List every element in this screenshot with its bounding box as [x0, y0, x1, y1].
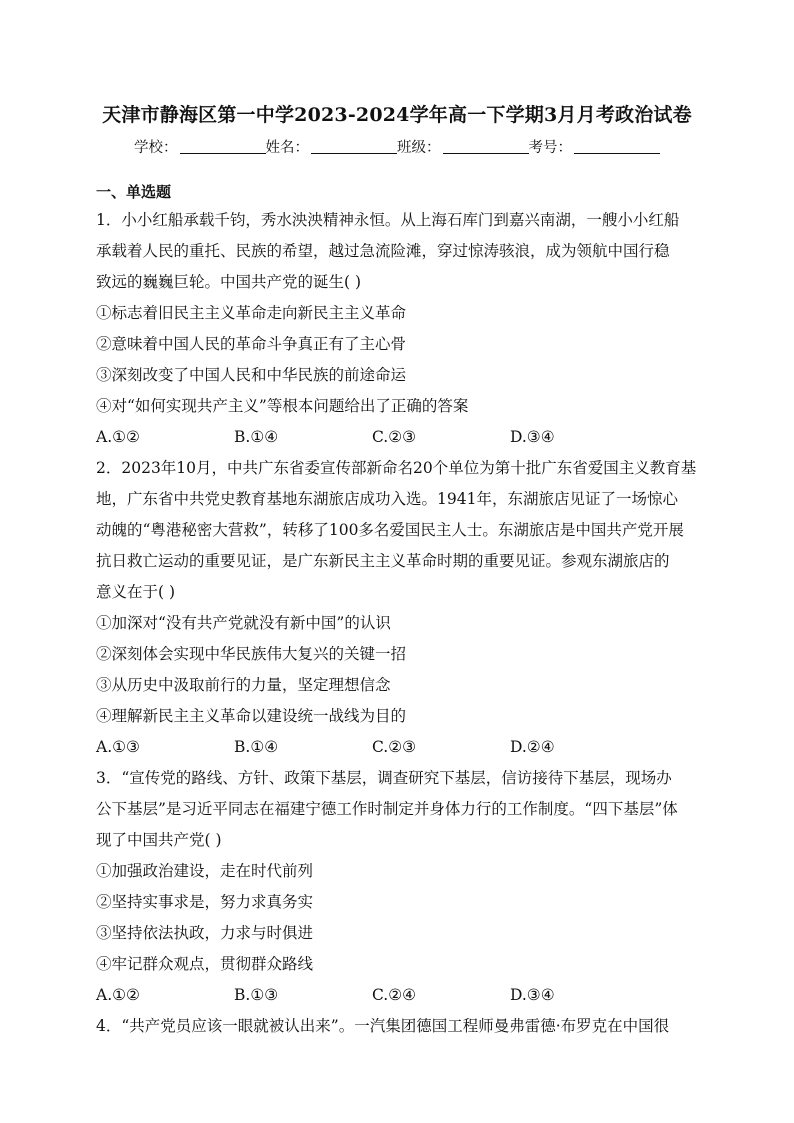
option-d[interactable]: D.②④ [510, 738, 555, 756]
class-blank[interactable] [443, 139, 529, 154]
answer-options [96, 980, 706, 1011]
statement-item: ④理解新民主主义革命以建设统一战线为目的 [96, 707, 407, 725]
option-c[interactable]: C.②③ [372, 428, 417, 446]
name-blank[interactable] [311, 139, 397, 154]
statement-item: ③坚持依法执政，力求与时俱进 [96, 924, 314, 942]
name-field [266, 136, 398, 157]
option-a[interactable]: A.①③ [96, 738, 140, 756]
question-text-line: 承载着人民的重托、民族的希望，越过急流险滩，穿过惊涛骇浪，成为领航中国行稳 [96, 242, 670, 260]
statement-item: ④对“如何实现共产主义”等根本问题给出了正确的答案 [96, 397, 469, 415]
question-text-line: 致远的巍巍巨轮。中国共产党的诞生( ) [96, 273, 362, 291]
statement-item: ①加深对“没有共产党就没有新中国”的认识 [96, 614, 391, 632]
option-c[interactable]: C.②④ [372, 986, 417, 1004]
number-label: 考号： [528, 140, 572, 156]
question-text-line: 动魄的“粤港秘密大营救”，转移了100多名爱国民主人士。东湖旅店是中国共产党开展 [96, 521, 684, 539]
statement-item: ②坚持实事求是，努力求真务实 [96, 893, 314, 911]
statement-item: ①加强政治建设，走在时代前列 [96, 862, 314, 880]
option-c[interactable]: C.②③ [372, 738, 417, 756]
option-b[interactable]: B.①④ [234, 738, 279, 756]
option-a[interactable]: A.①② [96, 986, 140, 1004]
class-label: 班级： [397, 140, 441, 156]
question-text-line: 1．小小红船承载千钧，秀水泱泱精神永恒。从上海石库门到嘉兴南湖，一艘小小红船 [96, 211, 680, 229]
answer-options [96, 422, 706, 453]
school-label: 学校： [134, 140, 178, 156]
number-blank[interactable] [574, 139, 660, 154]
option-b[interactable]: B.①③ [234, 986, 279, 1004]
school-blank[interactable] [180, 139, 266, 154]
student-info-row [0, 136, 794, 157]
question-text-line: 4．“共产党员应该一眼就被认出来”。一汽集团德国工程师曼弗雷德·布罗克在中国很 [96, 1017, 670, 1035]
statement-item: ③从历史中汲取前行的力量，坚定理想信念 [96, 676, 391, 694]
question-text-line: 3．“宣传党的路线、方针、政策下基层，调查研究下基层，信访接待下基层，现场办 [96, 769, 672, 787]
number-field [529, 136, 661, 157]
question-3 [96, 763, 706, 1011]
exam-content [96, 179, 706, 1042]
answer-options [96, 732, 706, 763]
class-field [397, 136, 529, 157]
statement-item: ②意味着中国人民的革命斗争真正有了主心骨 [96, 335, 407, 353]
question-1 [96, 205, 706, 453]
statement-item: ①标志着旧民主主义革命走向新民主主义革命 [96, 304, 407, 322]
option-b[interactable]: B.①④ [234, 428, 279, 446]
question-text-line: 2．2023年10月，中共广东省委宣传部新命名20个单位为第十批广东省爱国主义教育基 [96, 459, 697, 477]
option-d[interactable]: D.③④ [510, 986, 555, 1004]
page-title: 天津市静海区第一中学2023-2024学年高一下学期3月月考政治试卷 [102, 104, 692, 126]
name-label: 姓名： [265, 140, 309, 156]
statement-item: ③深刻改变了中国人民和中华民族的前途命运 [96, 366, 407, 384]
statement-item: ②深刻体会实现中华民族伟大复兴的关键一招 [96, 645, 407, 663]
school-field [134, 136, 266, 157]
question-text-line: 抗日救亡运动的重要见证，是广东新民主主义革命时期的重要见证。参观东湖旅店的 [96, 552, 670, 570]
option-a[interactable]: A.①② [96, 428, 140, 446]
question-text-line: 公下基层”是习近平同志在福建宁德工作时制定并身体力行的工作制度。“四下基层”体 [96, 800, 678, 818]
question-2 [96, 453, 706, 763]
section-heading: 一、单选题 [96, 183, 172, 201]
question-text-line: 现了中国共产党( ) [96, 831, 222, 849]
statement-item: ④牢记群众观点，贯彻群众路线 [96, 955, 314, 973]
question-text-line: 意义在于( ) [96, 583, 176, 601]
option-d[interactable]: D.③④ [510, 428, 555, 446]
question-4 [96, 1011, 706, 1042]
question-text-line: 地，广东省中共党史教育基地东湖旅店成功入选。1941年，东湖旅店见证了一场惊心 [96, 490, 678, 508]
